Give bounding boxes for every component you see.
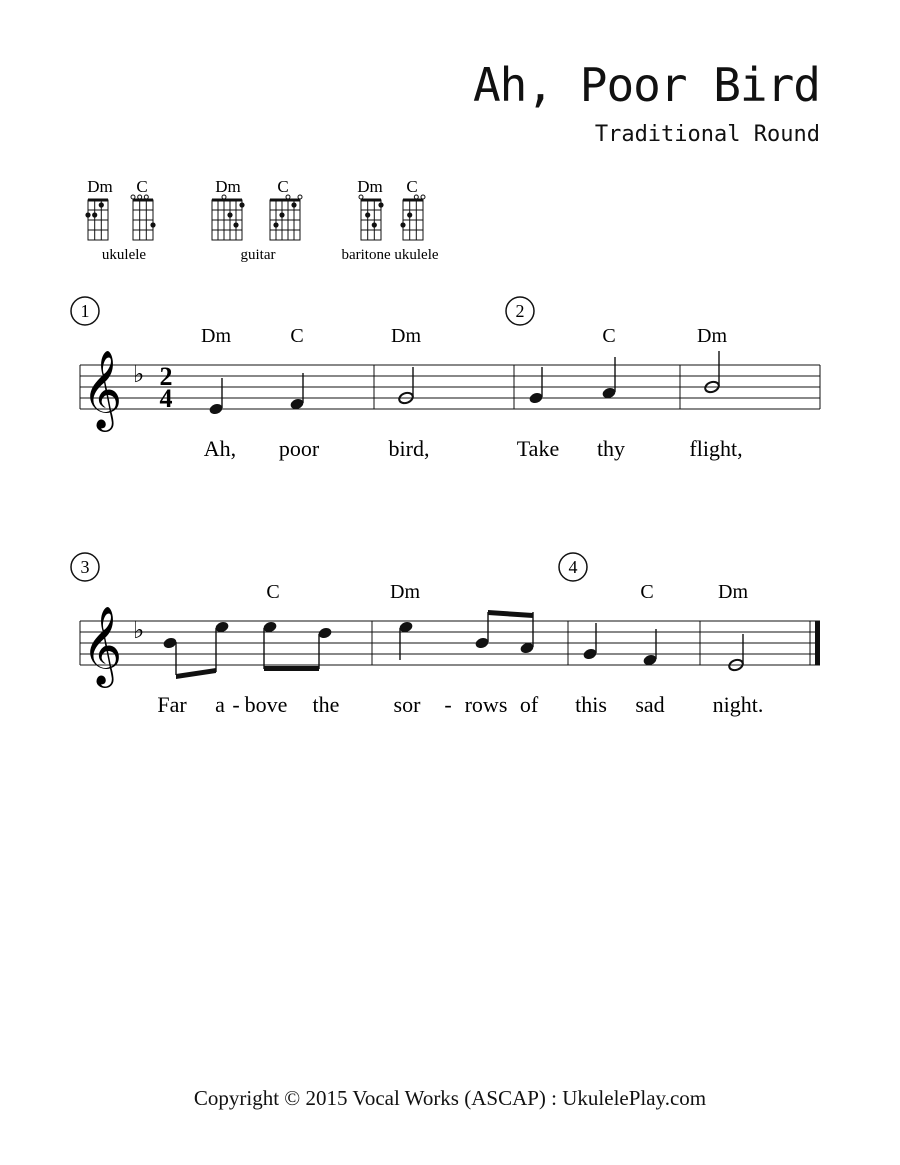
svg-text:Dm: Dm [697, 325, 727, 347]
svg-text:4: 4 [568, 557, 578, 577]
svg-text:a: a [215, 692, 225, 717]
system-1 [71, 297, 820, 461]
svg-text:3: 3 [80, 557, 90, 577]
chord-symbols [201, 325, 727, 347]
svg-text:Dm: Dm [391, 325, 421, 347]
svg-text:of: of [519, 692, 539, 717]
instrument-label: guitar [240, 247, 276, 263]
staff [80, 365, 820, 409]
svg-text:sad: sad [635, 692, 665, 717]
svg-text:1: 1 [80, 301, 90, 321]
system-2 [71, 553, 820, 717]
svg-text:C: C [290, 325, 304, 347]
lyrics [204, 436, 743, 461]
svg-text:-: - [444, 692, 452, 717]
svg-text:thy: thy [596, 436, 626, 461]
ukulele-c-diagram [131, 177, 156, 240]
svg-text:4: 4 [159, 384, 173, 413]
svg-text:bove: bove [244, 692, 288, 717]
rehearsal-mark-4 [559, 553, 587, 581]
svg-text:Ah,: Ah, [203, 436, 237, 461]
svg-text:Take: Take [516, 436, 560, 461]
svg-text:sor: sor [393, 692, 421, 717]
copyright-footer: Copyright © 2015 Vocal Works (ASCAP) : UkulelePlay.com [193, 1086, 707, 1110]
instrument-label: ukulele [101, 247, 147, 263]
song-subtitle: Traditional Round [594, 122, 820, 147]
time-signature [160, 362, 173, 413]
svg-text:the: the [312, 692, 340, 717]
song-title: Ah, Poor Bird [472, 58, 820, 112]
guitar-dm-diagram [212, 177, 245, 240]
svg-text:poor: poor [278, 436, 320, 461]
notes [208, 351, 720, 416]
baritone-c-diagram [400, 177, 425, 240]
ukulele-dm-diagram [85, 177, 112, 240]
treble-clef-icon: 𝄞 [82, 351, 123, 427]
instrument-label: baritone ukulele [341, 247, 439, 263]
flat-icon: ♭ [133, 618, 145, 644]
svg-text:flight,: flight, [689, 436, 743, 461]
svg-text:Dm: Dm [718, 581, 748, 603]
lyrics [157, 692, 763, 717]
chord-name: C [277, 177, 289, 196]
notes [162, 610, 744, 679]
chord-name: Dm [215, 177, 241, 196]
chord-name: Dm [357, 177, 383, 196]
treble-clef-icon: 𝄞 [82, 607, 123, 683]
guitar-c-diagram [270, 177, 302, 240]
chord-name: C [406, 177, 418, 196]
staff [80, 621, 820, 665]
svg-text:Far: Far [157, 692, 187, 717]
svg-text:C: C [640, 581, 654, 603]
svg-text:Dm: Dm [390, 581, 420, 603]
chord-symbols [266, 581, 748, 603]
svg-text:C: C [266, 581, 280, 603]
svg-text:2: 2 [159, 362, 173, 391]
svg-text:Dm: Dm [201, 325, 231, 347]
baritone-dm-diagram [357, 177, 383, 240]
svg-text:rows: rows [464, 692, 508, 717]
svg-text:this: this [575, 692, 607, 717]
svg-text:night.: night. [712, 692, 764, 717]
svg-text:C: C [602, 325, 616, 347]
rehearsal-mark-2 [506, 297, 534, 325]
rehearsal-mark-1 [71, 297, 99, 325]
chord-name: C [136, 177, 148, 196]
chord-name: Dm [87, 177, 113, 196]
svg-text:bird,: bird, [388, 436, 430, 461]
chord-diagrams [85, 177, 438, 263]
svg-text:2: 2 [515, 301, 525, 321]
flat-icon: ♭ [133, 362, 145, 388]
rehearsal-mark-3 [71, 553, 99, 581]
svg-text:-: - [232, 692, 240, 717]
